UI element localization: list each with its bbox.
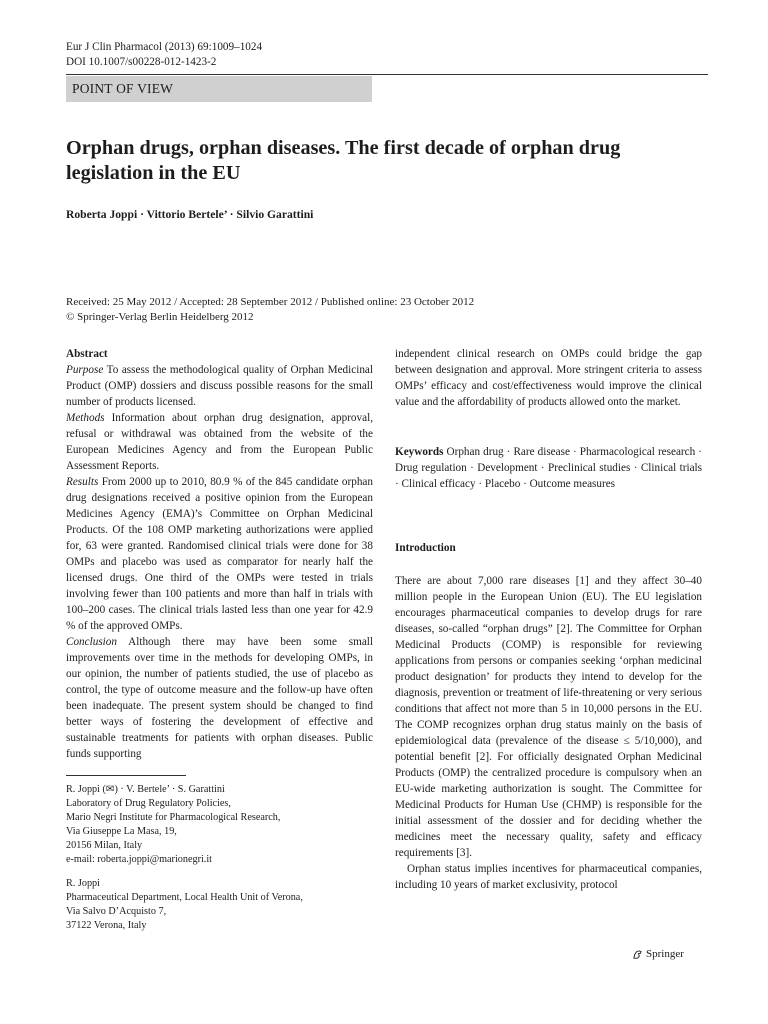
keywords-text: Orphan drug · Rare disease · Pharmacological research · Drug regulation · Development · Preclinical studies · Clinical trials · Clinical efficacy · Placebo · Outcome measures bbox=[395, 446, 702, 490]
article-title: Orphan drugs, orphan diseases. The first decade of orphan drug legislation in the EU bbox=[66, 137, 621, 184]
affiliation-line: Via Giuseppe La Masa, 19, bbox=[66, 826, 177, 837]
methods-text: Information about orphan drug designation, approval, refusal or withdrawal was obtained from the website of the European Medicines Agency and from the European Public Assessment Reports. bbox=[66, 412, 373, 472]
journal-citation: Eur J Clin Pharmacol (2013) 69:1009–1024 bbox=[66, 41, 263, 53]
affiliation-line: R. Joppi bbox=[66, 878, 100, 889]
publisher-name: Springer bbox=[646, 948, 684, 960]
conclusion-text: Although there may have been some small improvements over time in the methods for developing OMPs, in our opinion, the number of patients studied, the use of placebo as control, the type of outcome measure and the follow-up have often been inadequate. The present system should be changed to find better ways of fostering the development of effective and sustainable treatments for patients with orphan diseases. Public funds supporting bbox=[66, 636, 373, 760]
methods-label: Methods bbox=[66, 412, 105, 424]
abstract-heading: Abstract bbox=[66, 348, 108, 360]
spacer bbox=[66, 867, 373, 877]
affiliations bbox=[66, 783, 373, 933]
publisher-logo bbox=[632, 948, 684, 960]
results-text: From 2000 up to 2010, 80.9 % of the 845 candidate orphan drug designations received a positive opinion from the European Medicines Agency (EMA)’s Committee on Orphan Medicinal Products. Of the 108 OMP marketing authorizations were applied for, 63 were granted. Randomised clinical trials were done for 38 OMPs and placebo was used as comparator for nearly half the licensed drugs. One third of the OMPs were tested in trials involving fewer than 100 patients and more than half in trials with 100–200 cases. The clinical trials lasted less than one year for 42.9 % of the approved OMPs. bbox=[66, 476, 373, 632]
abstract-continuation-text: independent clinical research on OMPs could bridge the gap between designation and approval. More stringent criteria to assess OMPs’ efficacy and cost/effectiveness would improve the clinical value and the affordability of products allowed onto the market. bbox=[395, 348, 702, 408]
abstract bbox=[66, 346, 373, 762]
abstract-purpose bbox=[66, 362, 373, 410]
abstract-continuation bbox=[395, 346, 702, 410]
introduction-p2: Orphan status implies incentives for pharmaceutical companies, including 10 years of market exclusivity, protocol bbox=[395, 863, 702, 891]
abstract-methods bbox=[66, 410, 373, 474]
purpose-text: To assess the methodological quality of Orphan Medicinal Product (OMP) dossiers and discuss possible reasons for the small number of products licensed. bbox=[66, 364, 373, 408]
section-label: POINT OF VIEW bbox=[66, 76, 372, 102]
affiliation-line: 20156 Milan, Italy bbox=[66, 840, 143, 851]
introduction-heading: Introduction bbox=[395, 542, 456, 554]
affiliation-line: R. Joppi (✉) · V. Bertele’ · S. Garattini bbox=[66, 784, 225, 795]
affiliation-line: 37122 Verona, Italy bbox=[66, 920, 147, 931]
affiliation-line: Via Salvo D’Acquisto 7, bbox=[66, 906, 167, 917]
results-label: Results bbox=[66, 476, 99, 488]
footnote-rule bbox=[66, 775, 186, 776]
affiliation-line: Laboratory of Drug Regulatory Policies, bbox=[66, 798, 231, 809]
history-dates: Received: 25 May 2012 / Accepted: 28 September 2012 / Published online: 23 October 2012 bbox=[66, 296, 475, 308]
abstract-conclusion bbox=[66, 634, 373, 762]
affiliation-line: Pharmaceutical Department, Local Health Unit of Verona, bbox=[66, 892, 303, 903]
purpose-label: Purpose bbox=[66, 364, 104, 376]
copyright: © Springer-Verlag Berlin Heidelberg 2012 bbox=[66, 311, 254, 323]
email-link[interactable]: e-mail: roberta.joppi@marionegri.it bbox=[66, 854, 213, 865]
springer-horse-icon bbox=[632, 949, 643, 960]
affiliation-line: Mario Negri Institute for Pharmacological Research, bbox=[66, 812, 281, 823]
author-list: Roberta Joppi · Vittorio Bertele’ · Silvio Garattini bbox=[66, 208, 314, 221]
keywords-label: Keywords bbox=[395, 446, 444, 458]
conclusion-label: Conclusion bbox=[66, 636, 117, 648]
abstract-results bbox=[66, 474, 373, 634]
introduction-p1: There are about 7,000 rare diseases [1] and they affect 30–40 million people in the European Union (EU). The EU legislation encourages pharmaceutical companies to develop drugs for rare diseases, so-called “orphan drugs” [2]. The Committee for Orphan Medicinal Products (COMP) is responsible for reviewing applications from persons or companies seeking ‘orphan medicinal product designation’ for products they intend to develop for the diagnosis, prevention or treatment of life-threatening or very serious conditions that affect not more than 5 in 10,000 persons in the EU. The COMP recognizes orphan drug status mainly on the basis of epidemiological data (prevalence of the disease ≤ 5/10,000), and potential benefit [2]. For officially designated Orphan Medicinal Products (OMP) the centralized procedure is compulsory when an EU-wide marketing authorization is sought. The Committee for Medicinal Products for Human Use (CHMP) is responsible for the initial assessment of the dossier and for deciding whether the medicines meet the necessary quality, safety and efficacy requirements [3]. bbox=[395, 575, 702, 859]
publication-dates bbox=[66, 295, 474, 325]
header-rule bbox=[66, 74, 708, 75]
keywords bbox=[395, 444, 702, 492]
journal-info bbox=[66, 40, 262, 70]
doi: DOI 10.1007/s00228-012-1423-2 bbox=[66, 56, 217, 68]
introduction-body bbox=[395, 573, 702, 893]
